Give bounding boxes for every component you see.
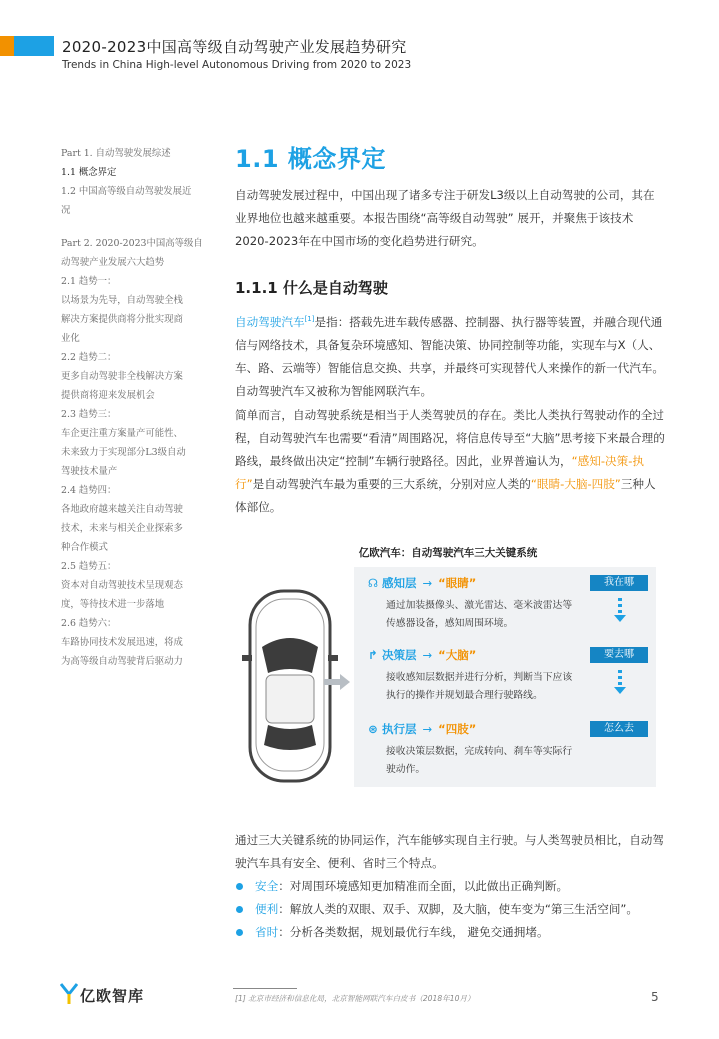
toc-item[interactable]: 2.1 趋势一：	[61, 276, 117, 287]
footnote-divider	[233, 988, 297, 989]
toc-item[interactable]: 2.6 趋势六：	[61, 618, 117, 629]
toc-item[interactable]: 况	[61, 205, 71, 216]
analogy-text-3: 三种人体部位。	[235, 477, 656, 514]
bullet-icon	[236, 883, 243, 890]
analogy-text-2: 是自动驾驶汽车最为重要的三大系统，分别对应人类的	[252, 477, 531, 491]
feature-text: ：解放人类的双眼、双手、双脚，及大脑，使车变为“第三生活空间”。	[278, 902, 639, 916]
report-title: 2020-2023中国高等级自动驾驶产业发展趋势研究	[62, 38, 407, 56]
layer-name: 执行层	[382, 722, 417, 736]
header-accent-blue	[14, 36, 54, 56]
feature-text: ：对周围环境感知更加精准而全面，以此做出正确判断。	[278, 879, 569, 893]
down-arrow-icon	[614, 595, 626, 622]
footnote-ref[interactable]: [1]	[304, 315, 315, 323]
feature-text: ：分析各类数据，规划最优行车线， 避免交通拥堵。	[278, 925, 549, 939]
radar-icon: ☊	[367, 576, 379, 590]
toc-item[interactable]: 2.4 趋势四：	[61, 485, 117, 496]
layer-tag: 要去哪	[590, 647, 648, 663]
layer-organ: “眼睛”	[438, 576, 477, 590]
list-item	[235, 875, 675, 898]
toc-item[interactable]: 动驾驶产业发展六大趋势	[61, 257, 165, 268]
report-subtitle: Trends in China High-level Autonomous Driving from 2020 to 2023	[62, 59, 412, 71]
toc-item[interactable]: 2.5 趋势五：	[61, 561, 117, 572]
page-number: 5	[651, 990, 659, 1004]
feature-label: 省时	[255, 925, 279, 939]
arrow-right-icon: →	[422, 722, 433, 736]
layer-organ: “四肢”	[438, 722, 477, 736]
arrow-icon	[324, 674, 350, 690]
toc-spacer	[61, 220, 211, 234]
section-heading: 1.1 概念界定	[235, 145, 386, 173]
summary-paragraph: 通过三大关键系统的协同运作，汽车能够实现自主行驶。与人类驾驶员相比，自动驾驶汽车具有安全、便利、省时三个特点。	[235, 833, 664, 870]
layer-tag: 我在哪	[590, 575, 648, 591]
toc-item[interactable]: 提供商将迎来发展机会	[61, 390, 155, 401]
table-of-contents	[61, 144, 211, 671]
toc-item[interactable]: 未来致力于实现部分L3级自动	[61, 447, 186, 458]
toc-item[interactable]: Part 2. 2020-2023中国高等级自	[61, 238, 203, 249]
toc-item[interactable]: 驾驶技术量产	[61, 466, 118, 477]
definition-paragraph	[235, 308, 665, 403]
bullet-icon	[236, 929, 243, 936]
toc-item[interactable]: 1.1 概念界定	[61, 167, 117, 178]
feature-label: 安全	[255, 879, 279, 893]
highlight-body-parts: “眼睛-大脑-四肢”	[530, 477, 621, 491]
down-arrow-icon	[614, 667, 626, 694]
feature-label: 便利	[255, 902, 279, 916]
logo-text: 亿欧智库	[80, 987, 145, 1005]
highlight-systems: “感知-决策-执行”	[235, 454, 644, 491]
toc-item[interactable]: 更多自动驾驶非全栈解决方案	[61, 371, 183, 382]
toc-item[interactable]: 度，等待技术进一步落地	[61, 599, 165, 610]
analogy-text-1: 简单而言，自动驾驶系统是相当于人类驾驶员的存在。类比人类执行驾驶动作的全过程，自动驾驶汽车也需要“看清”周围路况，将信息传导至“大脑”思考接下来最合理的路线，最终做出决定“控制”车辆行驶路径。因此，业界普遍认为，	[235, 408, 665, 468]
arrow-right-icon: →	[422, 648, 433, 662]
layer-name: 感知层	[382, 576, 417, 590]
list-item	[235, 898, 675, 921]
toc-item[interactable]: 车企更注重方案量产可能性、	[61, 428, 183, 439]
toc-item[interactable]: Part 1. 自动驾驶发展综述	[61, 148, 171, 159]
decision-icon: ↱	[368, 648, 378, 662]
layer-description: 通过加装摄像头、激光雷达、毫米波雷达等传感器设备，感知周围环境。	[386, 600, 573, 629]
list-item	[235, 921, 675, 944]
figure-title: 亿欧汽车：自动驾驶汽车三大关键系统	[358, 547, 538, 559]
subsection-heading: 1.1.1 什么是自动驾驶	[235, 279, 388, 297]
toc-item[interactable]: 车路协同技术发展迅速，将成	[61, 637, 183, 648]
toc-item[interactable]: 2.3 趋势三：	[61, 409, 117, 420]
bullet-icon	[236, 906, 243, 913]
systems-panel	[354, 567, 656, 787]
steering-wheel-icon: ⊛	[368, 722, 378, 736]
three-systems-figure	[236, 545, 661, 788]
toc-item[interactable]: 1.2 中国高等级自动驾驶发展近	[61, 186, 192, 197]
toc-item[interactable]: 以场景为先导，自动驾驶全栈	[61, 295, 183, 306]
toc-item[interactable]: 资本对自动驾驶技术呈现观态	[61, 580, 183, 591]
toc-item[interactable]: 为高等级自动驾驶背后驱动力	[61, 656, 183, 667]
toc-item[interactable]: 业化	[61, 333, 80, 344]
layer-organ: “大脑”	[438, 648, 477, 662]
definition-term-link[interactable]: 自动驾驶汽车	[235, 314, 305, 329]
layer-name: 决策层	[382, 648, 417, 662]
toc-item[interactable]: 种合作模式	[61, 542, 108, 553]
analogy-paragraph	[235, 404, 665, 519]
arrow-right-icon: →	[422, 576, 433, 590]
toc-item[interactable]: 各地政府越来越关注自动驾驶	[61, 504, 183, 515]
header-accent-orange	[0, 36, 14, 56]
definition-body: 是指：搭载先进车载传感器、控制器、执行器等装置，并融合现代通信与网络技术，具备复杂环境感知、智能决策、协同控制等功能，实现车与X（人、车、路、云端等）智能信息交换、共享，并最终可实现替代人来操作的新一代汽车。自动驾驶汽车又被称为智能网联汽车。	[235, 314, 664, 398]
layer-description: 接收感知层数据并进行分析，判断当下应该执行的操作并规划最合理行驶路线。	[386, 672, 573, 701]
toc-item[interactable]: 技术，未来与相关企业探索多	[61, 523, 183, 534]
intro-paragraph: 自动驾驶发展过程中，中国出现了诸多专注于研发L3级以上自动驾驶的公司，其在业界地位也越来越重要。本报告围绕“高等级自动驾驶” 展开，并聚焦于该技术2020-2023年在中国市场的变化趋势进行研究。	[235, 188, 655, 248]
footnote: [1] 北京市经济和信息化局，北京智能网联汽车白皮书（2018年10月）	[235, 994, 475, 1003]
layer-description: 接收决策层数据，完成转向、刹车等实际行驶动作。	[386, 746, 573, 775]
feature-list	[235, 875, 675, 944]
toc-item[interactable]: 解决方案提供商将分批实现商	[61, 314, 183, 325]
toc-item[interactable]: 2.2 趋势二：	[61, 352, 117, 363]
layer-tag: 怎么去	[590, 721, 648, 737]
logo-icon	[60, 983, 78, 1005]
